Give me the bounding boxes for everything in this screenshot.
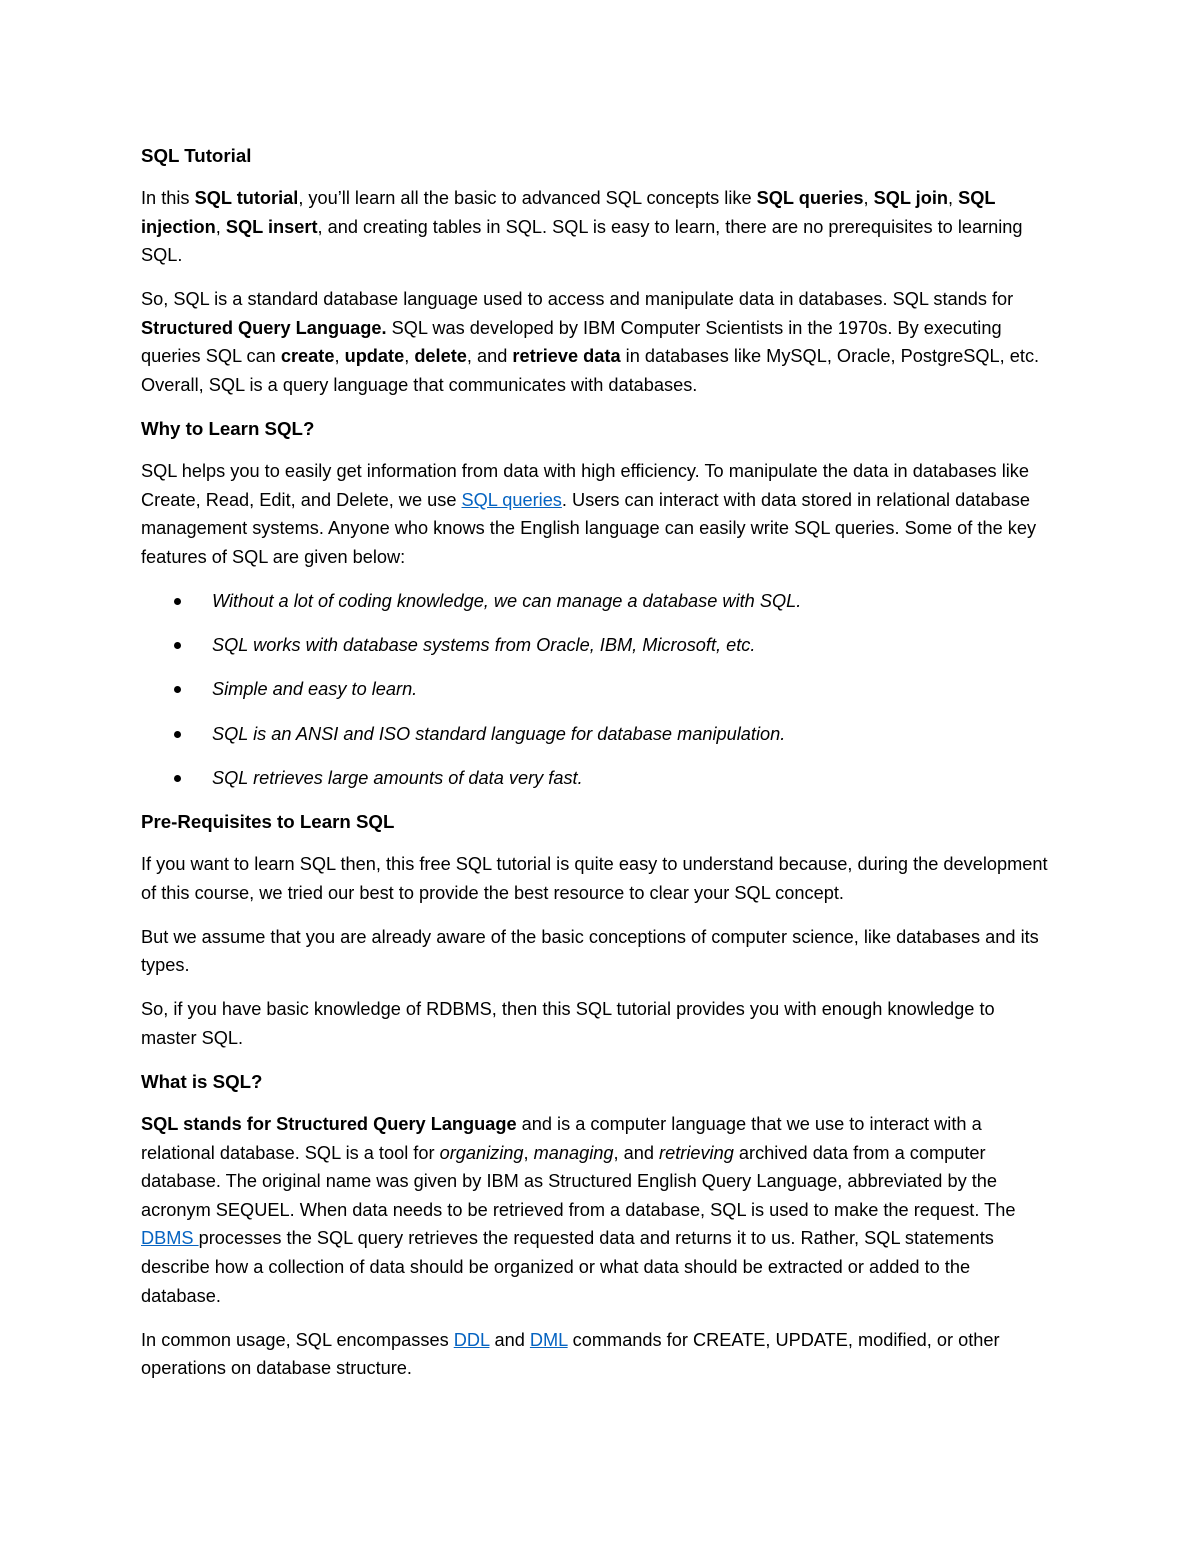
bullet-icon: [174, 686, 181, 693]
prerequisites-heading: Pre-Requisites to Learn SQL: [141, 810, 395, 832]
what-is-sql-paragraph: SQL stands for Structured Query Language and is a computer language that we use to interact with a relational database. SQL is a tool for organizing, managing, and retrieving archived data from a computer database. The original name was given by IBM as Structured English Query Language, abbreviated by the acronym SEQUEL. When data needs to be retrieved from a database, SQL is used to make the request. The DBMS processes the SQL query retrieves the requested data and returns it to us. Rather, SQL statements describe how a collection of data should be organized or what data should be extracted or added to the database.: [141, 1114, 1016, 1306]
list-item: SQL is an ANSI and ISO standard language for database manipulation.: [141, 720, 1050, 749]
prerequisites-paragraph: So, if you have basic knowledge of RDBMS, then this SQL tutorial provides you with enough knowledge to master SQL.: [141, 999, 995, 1048]
why-learn-paragraph: SQL helps you to easily get information from data with high efficiency. To manipulate the data in databases like Create, Read, Edit, and Delete, we use SQL queries. Users can interact with data stored in relational database management systems. Anyone who knows the English language can easily write SQL queries. Some of the key features of SQL are given below:: [141, 461, 1037, 567]
intro-paragraph: In this SQL tutorial, you’ll learn all the basic to advanced SQL concepts like SQL queries, SQL join, SQL injection, SQL insert, and creating tables in SQL. SQL is easy to learn, there are no prerequisites to learning SQL.: [141, 188, 1023, 266]
list-item: Without a lot of coding knowledge, we can manage a database with SQL.: [141, 587, 1050, 616]
bullet-icon: [174, 775, 181, 782]
list-item: SQL works with database systems from Oracle, IBM, Microsoft, etc.: [141, 631, 1050, 660]
bullet-icon: [174, 731, 181, 738]
page-title: SQL Tutorial: [141, 145, 252, 166]
bullet-icon: [174, 642, 181, 649]
sql-queries-link[interactable]: SQL queries: [461, 489, 562, 510]
prerequisites-paragraph: But we assume that you are already aware of the basic conceptions of computer science, like databases and its types.: [141, 926, 1039, 976]
bullet-icon: [174, 598, 181, 605]
features-list: [141, 587, 1050, 792]
why-learn-heading: Why to Learn SQL?: [141, 418, 315, 440]
list-item: SQL retrieves large amounts of data very fast.: [141, 764, 1050, 793]
prerequisites-paragraph: If you want to learn SQL then, this free SQL tutorial is quite easy to understand because, during the development of this course, we tried our best to provide the best resource to clear your SQL concept.: [141, 853, 1048, 903]
definition-paragraph: So, SQL is a standard database language used to access and manipulate data in databases. SQL stands for Structured Query Language. SQL was developed by IBM Computer Scientists in the 1970s. By executing queries SQL can create, update, delete, and retrieve data in databases like MySQL, Oracle, PostgreSQL, etc. Overall, SQL is a query language that communicates with databases.: [141, 289, 1040, 396]
what-is-sql-heading: What is SQL?: [141, 1071, 263, 1093]
dbms-link[interactable]: DBMS: [141, 1228, 199, 1249]
list-item: Simple and easy to learn.: [141, 675, 1050, 704]
dml-link[interactable]: DML: [529, 1329, 568, 1350]
usage-paragraph: In common usage, SQL encompasses DDL and DML commands for CREATE, UPDATE, modified, or other operations on database structure.: [141, 1329, 1000, 1379]
ddl-link[interactable]: DDL: [453, 1329, 490, 1350]
